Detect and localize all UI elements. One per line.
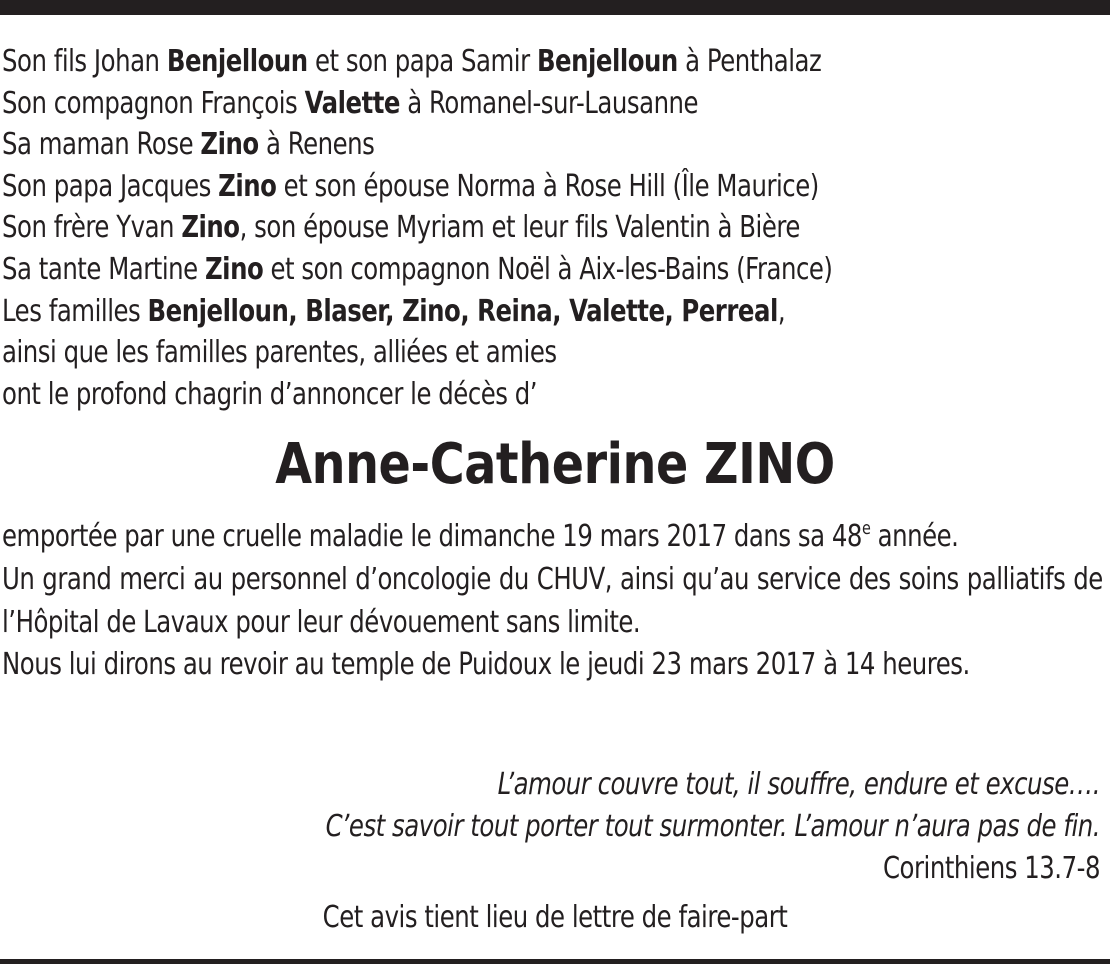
family-line xyxy=(2,124,882,166)
family-text: à Renens xyxy=(258,127,375,163)
family-surname: Benjelloun, Blaser, Zino, Reina, Valette, Perreal xyxy=(147,293,778,329)
faire-part-notice: Cet avis tient lieu de lettre de faire-part xyxy=(322,900,788,935)
bible-quote xyxy=(0,764,1100,890)
family-text: Son compagnon François xyxy=(2,85,305,121)
thanks-paragraph: Un grand merci au personnel d’oncologie du CHUV, ainsi qu’au service des soins palliatifs de l’Hôpital de Lavaux pour leur dévouement sans limite. xyxy=(2,561,1103,640)
deceased-name: Anne-Catherine ZINO xyxy=(275,432,835,497)
quote-line-1: L’amour couvre tout, il souffre, endure et excuse…. xyxy=(497,767,1100,802)
family-text: Les familles xyxy=(2,293,148,329)
family-line xyxy=(2,249,882,291)
ceremony-paragraph: Nous lui dirons au revoir au temple de Puidoux le jeudi 23 mars 2017 à 14 heures. xyxy=(2,647,970,683)
family-line xyxy=(2,332,882,374)
family-text: ainsi que les familles parentes, alliées et amies xyxy=(2,335,557,371)
announcement-body xyxy=(2,516,1103,687)
quote-line-2: C’est savoir tout porter tout surmonter. L’amour n’aura pas de fin. xyxy=(325,809,1100,844)
family-line xyxy=(2,83,882,125)
family-text: à Penthalaz xyxy=(677,44,822,79)
top-rule xyxy=(0,0,1110,15)
family-surname: Zino xyxy=(204,251,264,287)
family-line xyxy=(2,166,882,208)
family-surname: Benjelloun xyxy=(536,44,678,79)
family-surname: Zino xyxy=(181,210,240,246)
family-line xyxy=(2,207,882,249)
ordinal-suffix: e xyxy=(861,518,871,539)
family-text: Son fils Johan xyxy=(2,44,167,79)
family-line xyxy=(2,291,882,333)
family-surname: Valette xyxy=(304,85,401,121)
family-text: , son épouse Myriam et leur fils Valentin à Bière xyxy=(239,210,800,246)
bottom-rule xyxy=(0,959,1110,964)
death-text: emportée par une cruelle maladie le dimanche 19 mars 2017 dans sa 48 xyxy=(2,519,862,554)
family-text: à Romanel-sur-Lausanne xyxy=(400,85,699,121)
family-list xyxy=(2,41,1102,415)
family-surname: Zino xyxy=(218,168,277,204)
family-line xyxy=(2,374,882,416)
family-surname: Benjelloun xyxy=(166,44,308,79)
death-paragraph xyxy=(2,516,1103,559)
family-text: Sa tante Martine xyxy=(2,251,205,287)
family-text: Sa maman Rose xyxy=(2,127,201,163)
family-text: et son compagnon Noël à Aix-les-Bains (France) xyxy=(263,251,833,287)
family-text: et son papa Samir xyxy=(307,44,537,79)
death-text-end: année. xyxy=(870,519,959,554)
family-text: Son frère Yvan xyxy=(2,210,182,246)
family-surname: Zino xyxy=(200,127,259,163)
quote-reference: Corinthiens 13.7-8 xyxy=(882,851,1100,886)
family-text: et son épouse Norma à Rose Hill (Île Maurice) xyxy=(276,168,819,204)
family-text: ont le profond chagrin d’annoncer le décès d’ xyxy=(2,376,538,412)
family-text: Son papa Jacques xyxy=(2,168,219,204)
family-line xyxy=(2,41,882,83)
family-text: , xyxy=(777,293,786,329)
